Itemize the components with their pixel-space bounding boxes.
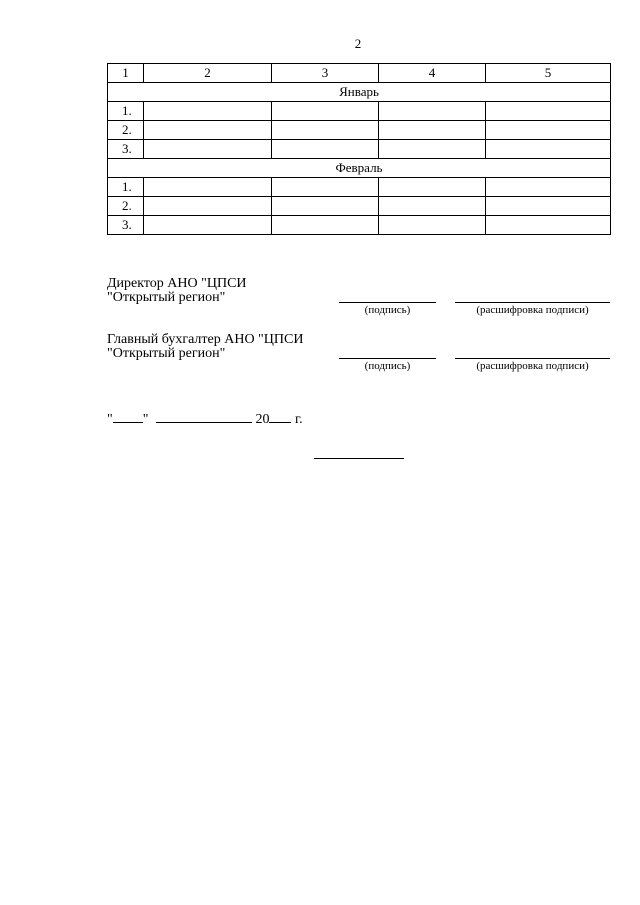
accountant-name-caption: (расшифровка подписи)	[476, 360, 589, 372]
table-cell	[144, 178, 272, 197]
table-row	[108, 102, 611, 121]
accountant-title	[107, 333, 303, 361]
table-row	[108, 121, 611, 140]
row-number: 1.	[108, 178, 144, 197]
header-cell: 4	[379, 64, 486, 83]
month-label: Февраль	[108, 159, 611, 178]
table-cell	[144, 197, 272, 216]
table-cell	[272, 216, 379, 235]
table-cell	[379, 121, 486, 140]
director-name-caption: (расшифровка подписи)	[476, 304, 589, 316]
table-cell	[486, 140, 611, 159]
table-row	[108, 140, 611, 159]
director-title	[107, 277, 247, 305]
end-divider	[314, 458, 404, 459]
row-number: 1.	[108, 102, 144, 121]
table-cell	[144, 216, 272, 235]
header-cell: 1	[108, 64, 144, 83]
date-open-quote: "	[107, 412, 113, 427]
director-title-line2: "Открытый регион"	[107, 290, 226, 305]
month-row	[108, 83, 611, 102]
row-number: 3.	[108, 216, 144, 235]
month-blank	[156, 410, 252, 423]
table-row	[108, 197, 611, 216]
table-cell	[272, 102, 379, 121]
accountant-title-line1: Главный бухгалтер АНО "ЦПСИ	[107, 332, 304, 347]
table-row	[108, 178, 611, 197]
table-cell	[486, 197, 611, 216]
table-header-row	[108, 64, 611, 83]
row-number: 2.	[108, 197, 144, 216]
director-signature-caption: (подпись)	[364, 304, 411, 316]
row-number: 3.	[108, 140, 144, 159]
date-line	[107, 410, 303, 428]
accountant-title-line2: "Открытый регион"	[107, 346, 226, 361]
accountant-signature-caption: (подпись)	[364, 360, 411, 372]
accountant-signature-line	[339, 358, 436, 359]
table-cell	[272, 178, 379, 197]
table-cell	[379, 197, 486, 216]
accountant-name-line	[455, 358, 610, 359]
table-cell	[486, 216, 611, 235]
header-cell: 5	[486, 64, 611, 83]
table-cell	[379, 216, 486, 235]
year-blank	[269, 410, 291, 423]
year-prefix: 20	[255, 412, 270, 427]
table-cell	[486, 121, 611, 140]
year-suffix: г.	[294, 412, 303, 427]
row-number: 2.	[108, 121, 144, 140]
header-cell: 2	[144, 64, 272, 83]
date-close-quote: "	[142, 412, 149, 427]
table-cell	[379, 140, 486, 159]
table-cell	[144, 140, 272, 159]
table-cell	[486, 102, 611, 121]
month-row	[108, 159, 611, 178]
month-label: Январь	[108, 83, 611, 102]
director-name-line	[455, 302, 610, 303]
page-number: 2	[354, 36, 362, 51]
table-cell	[272, 121, 379, 140]
table-cell	[272, 140, 379, 159]
table-cell	[272, 197, 379, 216]
table-cell	[379, 178, 486, 197]
table-row	[108, 216, 611, 235]
report-table	[107, 63, 611, 235]
day-blank	[113, 410, 143, 423]
header-cell: 3	[272, 64, 379, 83]
table-cell	[379, 102, 486, 121]
director-signature-line	[339, 302, 436, 303]
table-cell	[144, 121, 272, 140]
table-cell	[486, 178, 611, 197]
director-title-line1: Директор АНО "ЦПСИ	[107, 276, 247, 291]
table-cell	[144, 102, 272, 121]
